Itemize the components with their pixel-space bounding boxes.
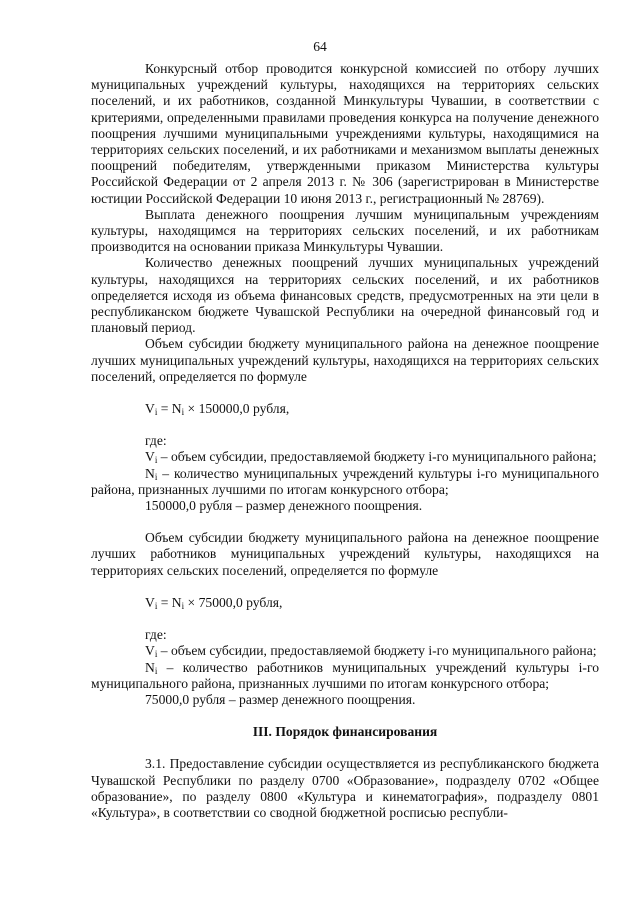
spacer <box>91 385 599 401</box>
paragraph-selection-procedure: Конкурсный отбор проводится конкурсной комиссией по отбору лучших муниципальных учреждений культуры, находящихся на территориях сельских поселений, и их работников, созданной Минкультуры Чувашии, в соответствии с критериями, определенными правилами проведения конкурса на получение денежного поощрения лучшими муниципальными учреждениями культуры, находящимися на территориях сельских поселений, и их работниками и механизмом выплаты денежных поощрений победителям, утвержденными приказом Министерства культуры Российской Федерации от 2 апреля 2013 г. № 306 (зарегистрирован в Министерстве юстиции Российской Федерации 10 июня 2013 г., регистрационный № 28769). <box>91 61 599 206</box>
spacer <box>91 740 599 756</box>
spacer <box>91 579 599 595</box>
definition-ni: $N_i$ – количество работников муниципальных учреждений культуры i-го муниципального района, признанных лучшими по итогам конкурсного отбора; <box>91 659 599 691</box>
definition-ni: $N_i$ – количество муниципальных учреждений культуры i-го муниципального района, признанных лучшими по итогам конкурсного отбора; <box>91 465 599 497</box>
definition-vi: $V_i$ – объем субсидии, предоставляемой бюджету i-го муниципального района; <box>145 643 597 660</box>
formula-institutions: $V_i = N_i \times 150000,0$ рубля, <box>145 401 290 418</box>
document-body <box>91 61 599 821</box>
paragraph-payment-basis: Выплата денежного поощрения лучшим муниципальным учреждениям культуры, находящимся на территориях сельских поселений, и их работникам производится на основании приказа Минкультуры Чувашии. <box>91 206 599 255</box>
spacer <box>91 611 599 627</box>
section-heading: III. Порядок финансирования <box>252 724 438 740</box>
formula-workers: $V_i = N_i \times 75000,0$ рубля, <box>145 594 283 611</box>
paragraph-subsidy-workers: Объем субсидии бюджету муниципального района на денежное поощрение лучших работников муниципальных учреждений культуры, находящихся на территориях сельских поселений, определяется по формуле <box>91 530 599 578</box>
definition-vi: $V_i$ – объем субсидии, предоставляемой бюджету i-го муниципального района; <box>145 449 597 466</box>
where-label: где: <box>145 433 167 449</box>
page-number: 64 <box>313 39 327 54</box>
paragraph-award-count: Количество денежных поощрений лучших муниципальных учреждений культуры, находящихся на территориях сельских поселений, и их работников определяется исходя из объема финансовых средств, предусмотренных на эти цели в республиканском бюджете Чувашской Республики на очередной финансовый год и плановый период. <box>91 255 599 336</box>
definition-amount: 150000,0 рубля – размер денежного поощрения. <box>145 498 423 514</box>
paragraph-subsidy-institutions: Объем субсидии бюджету муниципального района на денежное поощрение лучших муниципальных учреждений культуры, находящихся на территориях сельских поселений, определяется по формуле <box>91 336 599 384</box>
spacer <box>91 514 599 530</box>
spacer <box>91 708 599 724</box>
spacer <box>91 417 599 433</box>
where-label: где: <box>145 627 167 643</box>
definition-amount: 75000,0 рубля – размер денежного поощрения. <box>145 691 416 707</box>
paragraph-financing: 3.1. Предоставление субсидии осуществляется из республиканского бюджета Чувашской Республики по разделу 0700 «Образование», подразделу 0702 «Общее образование», по разделу 0800 «Культура и кинематография», подразделу 0801 «Культура», в соответствии со сводной бюджетной росписью республи- <box>91 756 599 820</box>
